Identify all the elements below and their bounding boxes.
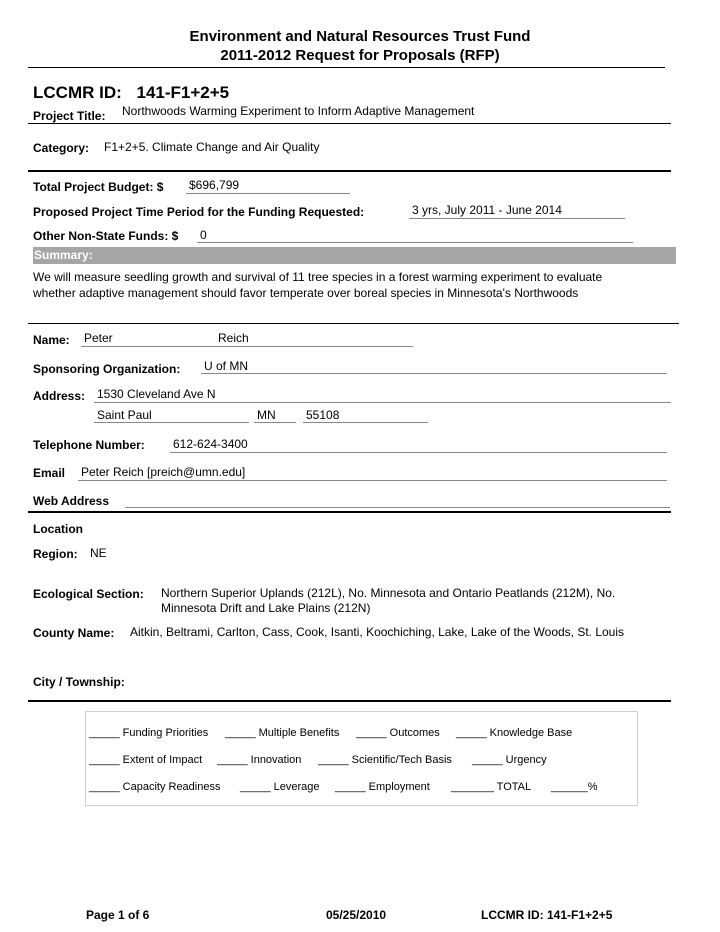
name-label: Name: (33, 333, 70, 347)
street-value: 1530 Cleveland Ave N (97, 387, 216, 401)
name-field-line (81, 346, 413, 347)
address-label: Address: (33, 389, 86, 403)
section-divider (28, 170, 671, 172)
zip-field-line (303, 422, 428, 423)
lccmr-id-value: 141-F1+2+5 (136, 83, 230, 102)
score-innovation: _____ Innovation (217, 754, 302, 766)
email-label: Email (33, 466, 66, 480)
sponsoring-org-value: U of MN (204, 359, 249, 373)
category-label: Category: (33, 141, 90, 155)
ecological-section-line-2: Minnesota Drift and Lake Plains (212N) (161, 601, 371, 615)
telephone-value: 612-624-3400 (173, 437, 248, 451)
time-period-field-line (409, 218, 625, 219)
city-value: Saint Paul (97, 408, 152, 422)
budget-value: $696,799 (189, 178, 240, 192)
email-value: Peter Reich [preich@umn.edu] (81, 465, 246, 479)
first-name-value: Peter (84, 331, 113, 345)
score-leverage: _____ Leverage (240, 781, 320, 793)
zip-value: 55108 (306, 408, 340, 422)
score-total: _______ TOTAL (451, 781, 532, 793)
city-field-line (94, 422, 249, 423)
section-divider (28, 511, 671, 513)
score-outcomes: _____ Outcomes (356, 727, 440, 739)
header-subtitle: 2011-2012 Request for Proposals (RFP) (220, 47, 500, 64)
county-name-label: County Name: (33, 626, 115, 640)
score-funding-priorities: _____ Funding Priorities (89, 727, 209, 739)
summary-text-line-2: whether adaptive management should favor temperate over boreal species in Minnesota's Northwoods (33, 286, 579, 300)
lccmr-id-label: LCCMR ID: (33, 83, 122, 102)
category-value: F1+2+5. Climate Change and Air Quality (104, 140, 320, 154)
budget-label: Total Project Budget: $ (33, 180, 164, 194)
email-field-line (78, 480, 667, 481)
header-title: Environment and Natural Resources Trust Fund (189, 28, 531, 45)
budget-field-line (186, 193, 350, 194)
non-state-funds-field-line (197, 242, 633, 243)
footer-date: 05/25/2010 (326, 908, 387, 922)
web-address-field-line (125, 507, 670, 508)
non-state-funds-label: Other Non-State Funds: $ (33, 229, 179, 243)
project-title-value: Northwoods Warming Experiment to Inform Adaptive Management (122, 104, 475, 118)
region-value: NE (90, 546, 107, 560)
location-heading: Location (33, 522, 83, 536)
score-urgency: _____ Urgency (472, 754, 547, 766)
score-extent-of-impact: _____ Extent of Impact (89, 754, 203, 766)
region-label: Region: (33, 547, 78, 561)
ecological-section-line-1: Northern Superior Uplands (212L), No. Minnesota and Ontario Peatlands (212M), No. (161, 586, 616, 600)
last-name-value: Reich (218, 331, 249, 345)
score-scientific-tech-basis: _____ Scientific/Tech Basis (318, 754, 452, 766)
lccmr-id-heading (33, 83, 229, 103)
footer-page-number: Page 1 of 6 (86, 908, 150, 922)
header-divider (28, 67, 665, 68)
section-divider (28, 700, 671, 702)
sponsoring-org-label: Sponsoring Organization: (33, 362, 181, 376)
street-field-line (94, 402, 671, 403)
state-field-line (254, 422, 296, 423)
section-divider (28, 123, 671, 124)
telephone-label: Telephone Number: (33, 438, 145, 452)
time-period-label: Proposed Project Time Period for the Funding Requested: (33, 205, 365, 219)
web-address-label: Web Address (33, 494, 110, 508)
ecological-section-label: Ecological Section: (33, 587, 144, 601)
summary-header: Summary: (33, 247, 676, 264)
city-township-label: City / Township: (33, 675, 125, 689)
project-title-label: Project Title: (33, 109, 106, 123)
summary-text-line-1: We will measure seedling growth and survival of 11 tree species in a forest warming experiment to evaluate (33, 270, 603, 284)
telephone-field-line (170, 452, 667, 453)
non-state-funds-value: 0 (200, 228, 207, 242)
score-percent: ______% (551, 781, 598, 793)
score-multiple-benefits: _____ Multiple Benefits (225, 727, 340, 739)
state-value: MN (257, 408, 276, 422)
county-name-value: Aitkin, Beltrami, Carlton, Cass, Cook, Isanti, Koochiching, Lake, Lake of the Woods, St. Louis (130, 625, 625, 639)
sponsoring-org-field-line (201, 373, 667, 374)
footer-lccmr-id: LCCMR ID: 141-F1+2+5 (481, 908, 613, 922)
section-divider (28, 323, 679, 324)
time-period-value: 3 yrs, July 2011 - June 2014 (412, 203, 562, 217)
score-capacity-readiness: _____ Capacity Readiness (89, 781, 221, 793)
score-knowledge-base: _____ Knowledge Base (456, 727, 573, 739)
score-employment: _____ Employment (335, 781, 430, 793)
